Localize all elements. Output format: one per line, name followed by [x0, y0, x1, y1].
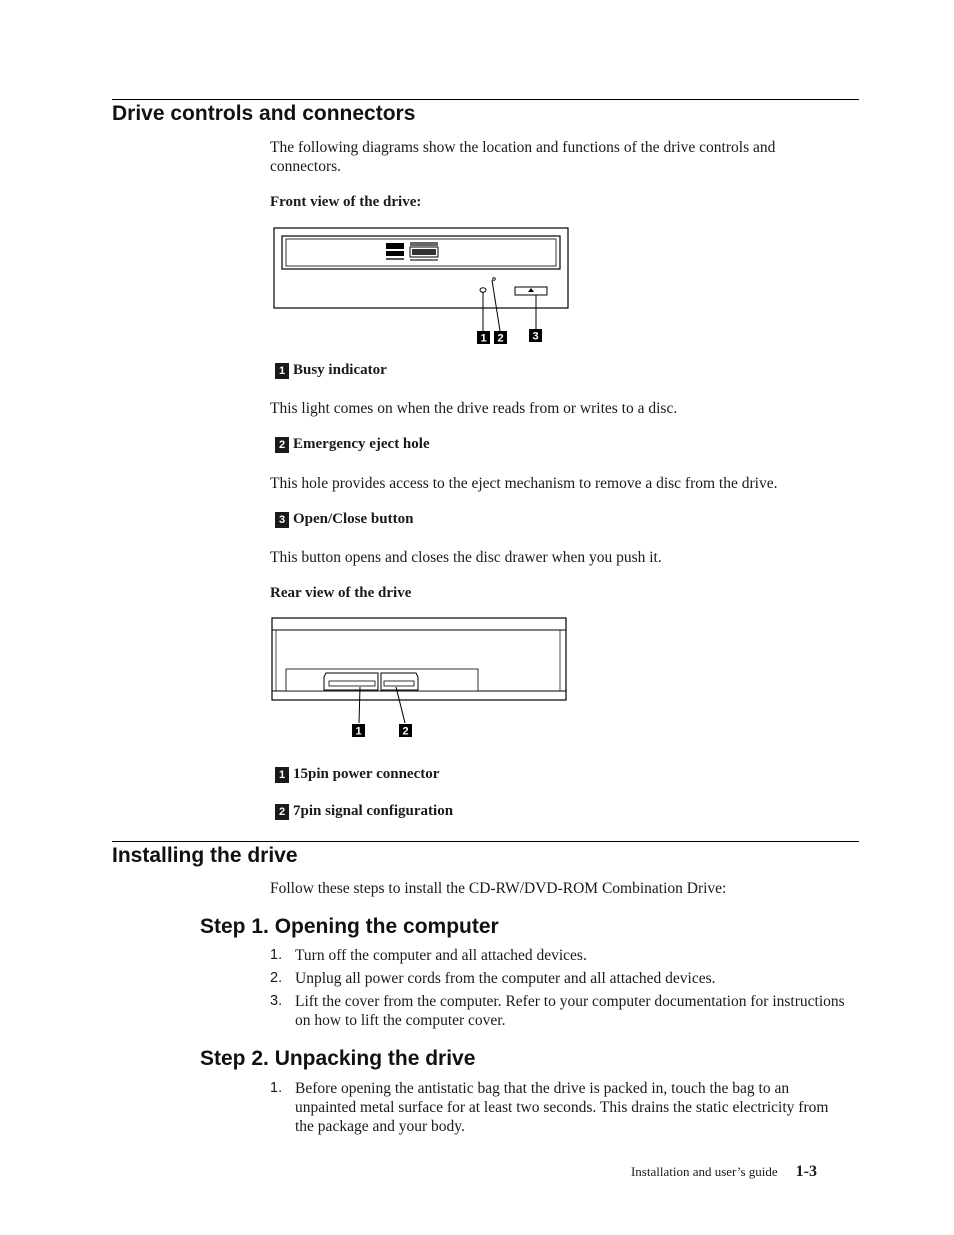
- svg-text:1: 1: [355, 725, 362, 738]
- section-intro: The following diagrams show the location and functions of the drive controls and connectors.: [270, 139, 776, 175]
- callout-title: 15pin power connector: [293, 766, 440, 782]
- busy-indicator-icon: [480, 288, 486, 293]
- list-item: 2. Unplug all power cords from the computer and all attached devices.: [270, 970, 716, 987]
- footer-title: Installation and user’s guide: [630, 1164, 778, 1179]
- eject-hole-icon: [493, 278, 496, 281]
- rear-callout-1: [352, 724, 365, 738]
- rear-view-diagram: [268, 615, 570, 741]
- signal-connector-icon: [381, 673, 418, 690]
- list-item: 1. Before opening the antistatic bag that the drive is packed in, touch the bag to an unpainted metal surface for at least two seconds. This drains the static electricity from the package and your body.: [270, 1080, 829, 1135]
- rear-callout-2: [399, 724, 412, 738]
- eject-hole-desc: This hole provides access to the eject mechanism to remove a disc from the drive.: [270, 475, 778, 492]
- step2-title: Step 2. Unpacking the drive: [200, 1047, 476, 1070]
- svg-text:2: 2: [402, 725, 409, 738]
- callout-badge: 3: [275, 512, 289, 528]
- step2-list: [270, 1079, 850, 1140]
- section-divider: [112, 99, 859, 100]
- section-title-installing: Installing the drive: [112, 844, 298, 867]
- list-item: 3. Lift the cover from the computer. Refer to your computer documentation for instructions on how to lift the computer cover.: [270, 993, 845, 1029]
- callout-title: 7pin signal configuration: [293, 803, 454, 819]
- power-connector-heading: [275, 766, 439, 783]
- open-close-desc: This button opens and closes the disc drawer when you push it.: [270, 549, 662, 566]
- callout-badge: 2: [275, 804, 289, 820]
- front-view-diagram: [270, 225, 572, 347]
- signal-config-heading: [275, 803, 453, 820]
- eject-hole-heading: [275, 436, 430, 453]
- step1-title: Step 1. Opening the computer: [200, 915, 499, 938]
- front-view-label: Front view of the drive:: [270, 194, 422, 210]
- svg-text:2: 2: [497, 332, 504, 345]
- callout-title: Emergency eject hole: [293, 436, 430, 452]
- svg-text:1: 1: [480, 332, 487, 345]
- installing-intro: Follow these steps to install the CD-RW/DVD-ROM Combination Drive:: [270, 880, 727, 897]
- open-close-heading: [275, 511, 413, 528]
- front-callout-2: [494, 331, 507, 345]
- callout-title: Open/Close button: [293, 511, 414, 527]
- callout-title: Busy indicator: [293, 362, 387, 378]
- rear-view-label: Rear view of the drive: [270, 585, 412, 601]
- callout-badge: 2: [275, 437, 289, 453]
- callout-badge: 1: [275, 767, 289, 783]
- section-divider: [112, 841, 859, 842]
- page-number: 1-3: [795, 1163, 817, 1180]
- callout-badge: 1: [275, 363, 289, 379]
- section-title-drive-controls: Drive controls and connectors: [112, 102, 416, 125]
- power-connector-icon: [324, 673, 378, 690]
- page-footer: [631, 1163, 817, 1181]
- step1-list: [270, 946, 850, 1034]
- list-item: 1. Turn off the computer and all attached devices.: [270, 947, 587, 964]
- front-callout-3: [529, 329, 542, 343]
- busy-indicator-heading: [275, 362, 387, 379]
- svg-text:3: 3: [532, 330, 539, 343]
- front-callout-1: [477, 331, 490, 345]
- busy-indicator-desc: This light comes on when the drive reads from or writes to a disc.: [270, 400, 678, 417]
